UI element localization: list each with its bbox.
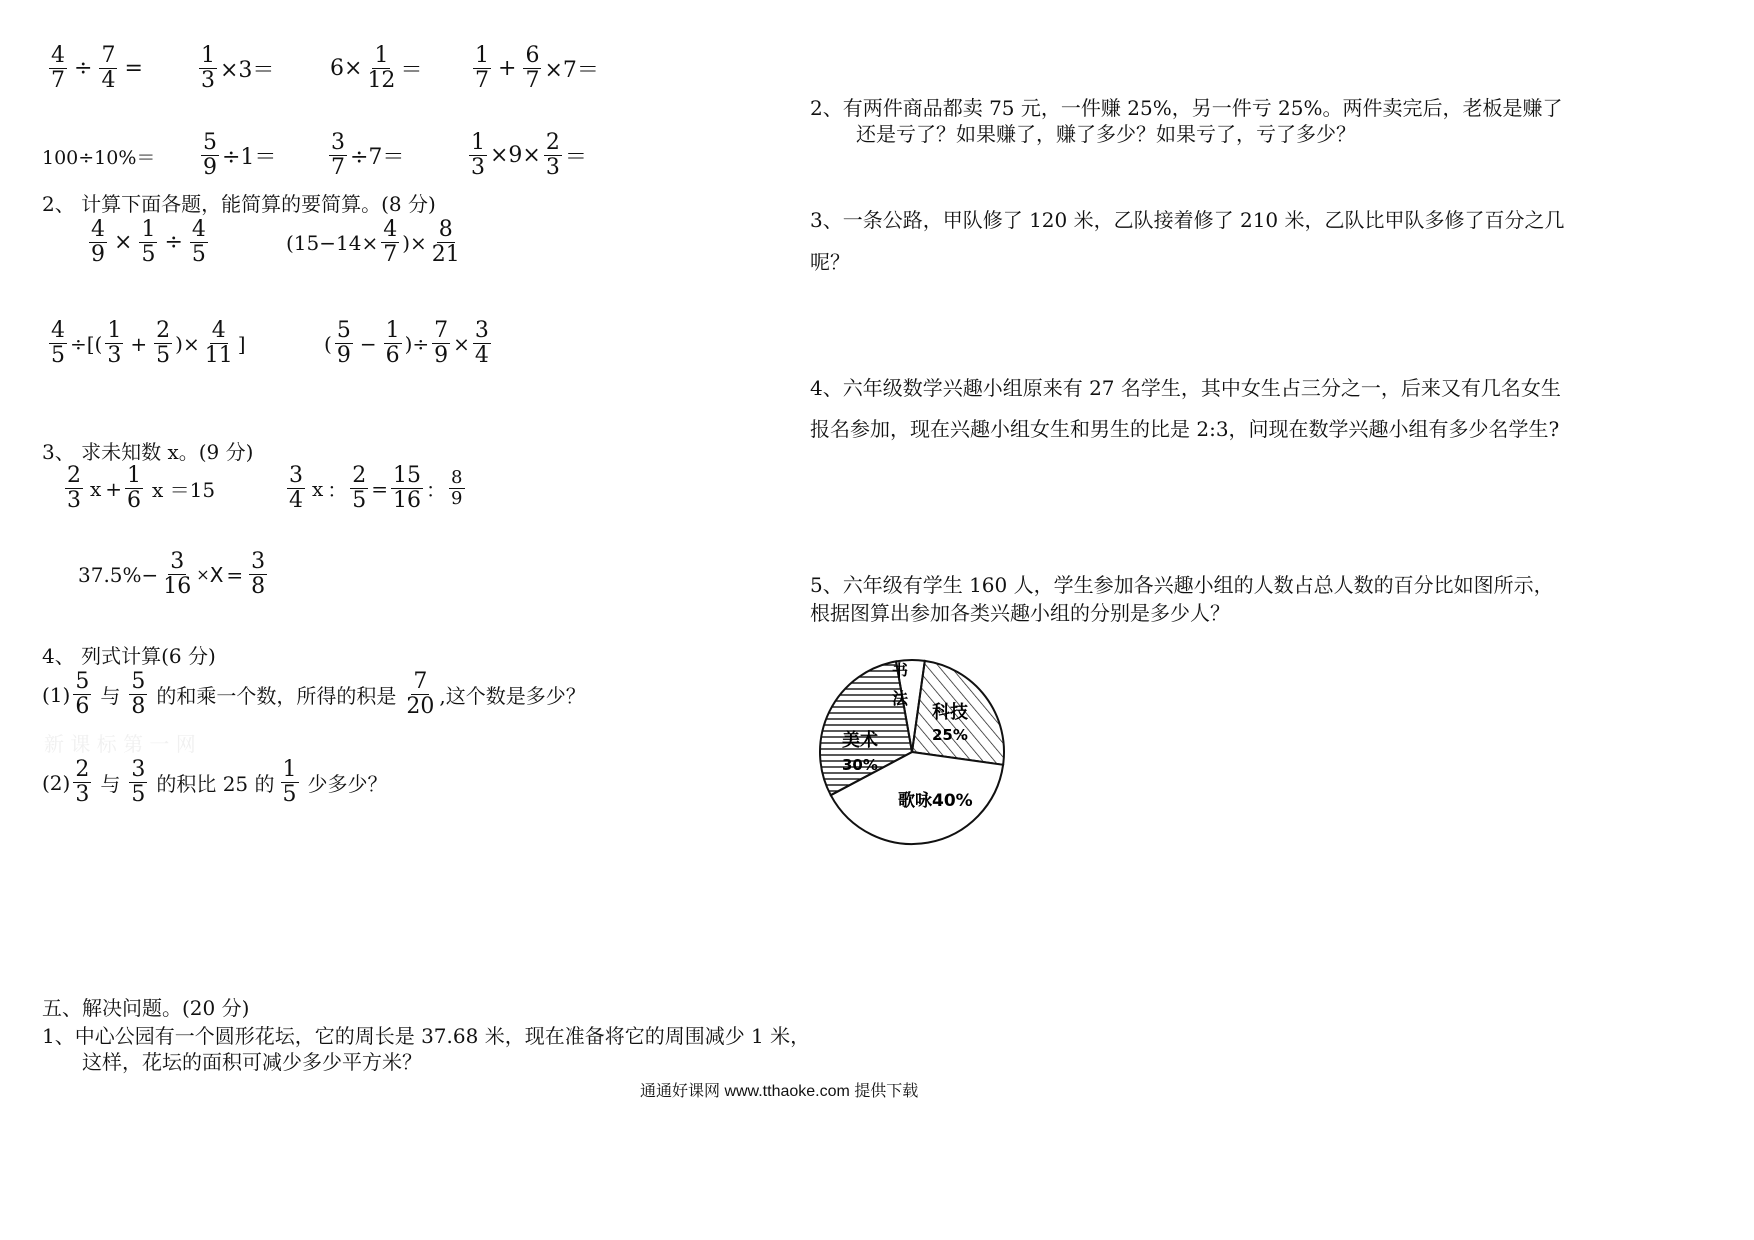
- calc-row2-expr2: $\frac{5}{9}$ ÷1＝: [203, 130, 277, 181]
- pie-label-tech: 科技: [932, 702, 968, 723]
- pie-label-calligraphy-top: 书: [892, 661, 909, 680]
- q4-part1: (1) $\frac{5}{6}$ 与 $\frac{5}{8}$ 的和乘一个数，所得的积是 $\frac{7}{20}$ ,这个数是多少？: [42, 669, 586, 720]
- pie-label-art-pct: 30%: [842, 756, 878, 774]
- pie-label-singing: 歌咏40%: [898, 791, 973, 811]
- problem-5-line1: 5、六年级有学生 160 人，学生参加各兴趣小组的人数占总人数的百分比如图所示，: [810, 573, 1554, 597]
- problem-1-line2: 这样，花坛的面积可减少多少平方米？: [82, 1050, 422, 1074]
- problem-2-line2: 还是亏了？如果赚了，赚了多少？如果亏了，亏了多少？: [856, 122, 1356, 146]
- pie-label-tech-pct: 25%: [932, 726, 968, 744]
- question-2-title: 2、 计算下面各题，能简算的要简算。(8 分): [42, 192, 436, 216]
- q3-expr2: $\frac{3}{4}$ x ： $\frac{2}{5}$ = $\frac{15}{16}$ ： $\frac{8}{9}$: [289, 463, 463, 514]
- question-3-title: 3、 求未知数 x。(9 分): [42, 440, 254, 464]
- problem-4-line2: 报名参加，现在兴趣小组女生和男生的比是 2:3，问现在数学兴趣小组有多少名学生?: [810, 417, 1560, 441]
- interest-group-pie-chart: [812, 656, 1012, 856]
- calc-row2-expr3: $\frac{3}{7}$ ÷7＝: [331, 130, 405, 181]
- q2-expr4: ( $\frac{5}{9}$ − $\frac{1}{6}$ )÷ $\frac{7}{9}$ × $\frac{3}{4}$: [324, 318, 489, 369]
- q2-expr1: $\frac{4}{9}$ × $\frac{1}{5}$ ÷ $\frac{4}{5}$: [91, 217, 206, 268]
- calc-row2-expr1: 100÷10%＝: [42, 146, 156, 169]
- q4-part2: (2) $\frac{2}{3}$ 与 $\frac{3}{5}$ 的积比 25 的 $\frac{1}{5}$ 少多少？: [42, 757, 388, 808]
- problem-4-line1: 4、六年级数学兴趣小组原来有 27 名学生，其中女生占三分之一，后来又有几名女生: [810, 376, 1561, 400]
- problem-2-line1: 2、有两件商品都卖 75 元，一件赚 25%，另一件亏 25%。两件卖完后，老板是赚了: [810, 96, 1563, 120]
- q2-expr2: (15−14× $\frac{4}{7}$ )× $\frac{8}{21}$: [286, 217, 460, 268]
- pie-label-art: 美术: [842, 730, 878, 751]
- problem-1-line1: 1、中心公园有一个圆形花坛，它的周长是 37.68 米，现在准备将它的周围减少 1 米，: [42, 1024, 811, 1048]
- q3-expr3: 37.5%− $\frac{3}{16}$ × X = $\frac{3}{8}$: [78, 549, 266, 600]
- problem-3-line1: 3、一条公路，甲队修了 120 米，乙队接着修了 210 米，乙队比甲队多修了百分之几: [810, 208, 1565, 232]
- problem-5-line2: 根据图算出参加各类兴趣小组的分别是多少人？: [810, 601, 1230, 625]
- watermark: 新 课 标 第 一 网: [44, 732, 196, 756]
- q3-expr1: $\frac{2}{3}$ x + $\frac{1}{6}$ x ＝15: [67, 463, 216, 514]
- calc-row1-expr3: 6× $\frac{1}{12}$ ＝: [330, 43, 423, 94]
- problem-3-line2: 呢？: [810, 250, 850, 274]
- calc-row1-expr1: $\frac{4}{7}$ ÷ $\frac{7}{4}$ =: [51, 43, 143, 94]
- section-5-title: 五、解决问题。(20 分): [42, 996, 250, 1020]
- footer-credit: 通通好课网 www.tthaoke.com 提供下载: [640, 1083, 919, 1100]
- question-4-title: 4、 列式计算(6 分): [42, 644, 216, 668]
- pie-label-calligraphy-bottom: 法: [892, 689, 909, 708]
- calc-row2-expr4: $\frac{1}{3}$ ×9× $\frac{2}{3}$ ＝: [471, 130, 587, 181]
- q2-expr3: $\frac{4}{5}$ ÷[( $\frac{1}{3}$ + $\frac{2}{5}$ )× $\frac{4}{11}$ ]: [51, 318, 246, 369]
- calc-row1-expr2: $\frac{1}{3}$ ×3＝: [201, 43, 275, 94]
- calc-row1-expr4: $\frac{1}{7}$ + $\frac{6}{7}$ ×7＝: [475, 43, 599, 94]
